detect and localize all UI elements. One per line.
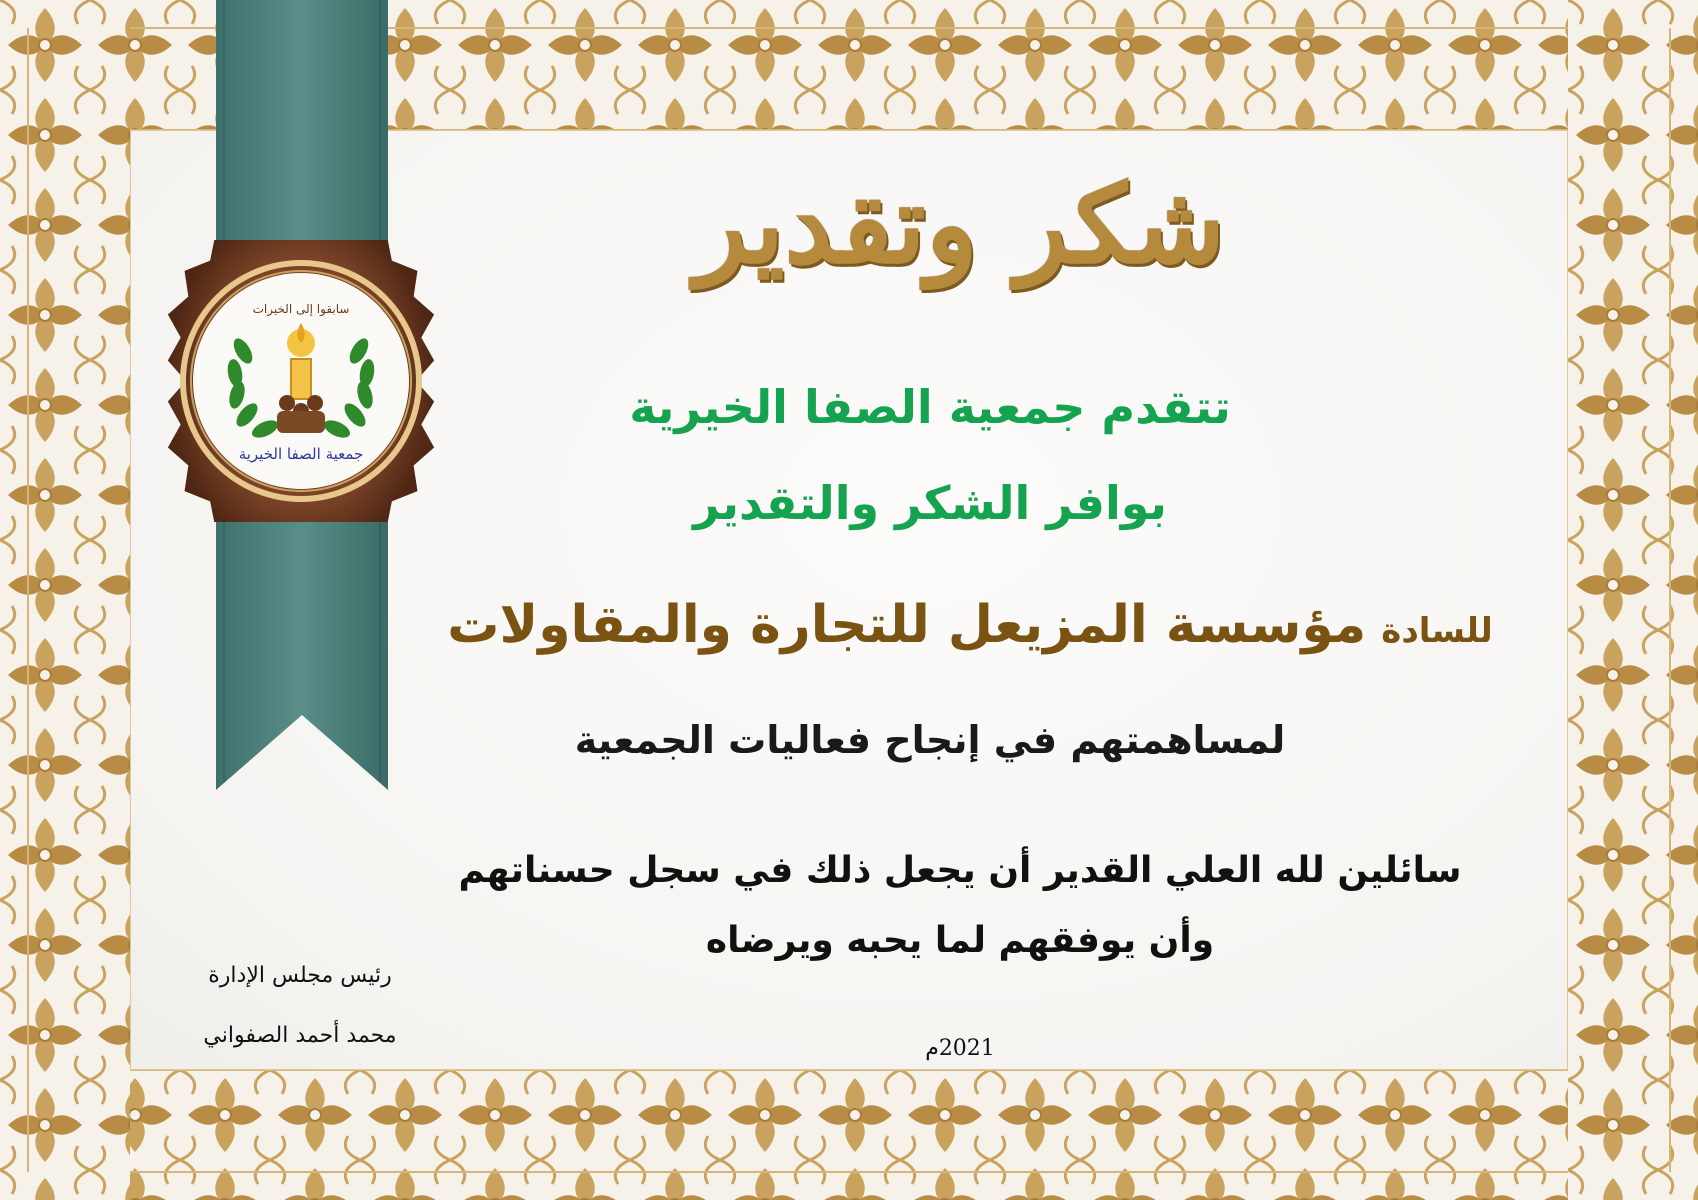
prayer-line-1: سائلين لله العلي القدير أن يجعل ذلك في سجل حسناتهم <box>458 850 1462 891</box>
seal-motto-text: سابقوا إلى الخيرات <box>252 302 350 316</box>
gratitude-line: بوافر الشكر والتقدير <box>693 476 1167 530</box>
signatory-name: محمد أحمد الصفواني <box>203 1023 397 1048</box>
certificate-title <box>690 120 1230 330</box>
presenter-line: تتقدم جمعية الصفا الخيرية <box>629 380 1231 434</box>
recipient-prefix: للسادة <box>1381 611 1493 651</box>
certificate-date: 2021م <box>925 1036 995 1061</box>
ornamental-border-right <box>1568 0 1698 1200</box>
prayer-line-2: وأن يوفقهم لما يحبه ويرضاه <box>705 920 1215 961</box>
title-calligraphy: شكر وتقدير <box>694 162 1226 288</box>
organization-seal <box>160 240 442 522</box>
seal-org-name-text: جمعية الصفا الخيرية <box>238 445 364 463</box>
ornamental-border-bottom <box>0 1070 1698 1200</box>
recipient-row <box>420 595 1520 655</box>
ornamental-border-left <box>0 0 130 1200</box>
contribution-line: لمساهمتهم في إنجاح فعاليات الجمعية <box>574 718 1286 762</box>
signatory-title: رئيس مجلس الإدارة <box>208 963 392 988</box>
recipient-name: مؤسسة المزيعل للتجارة والمقاولات <box>447 595 1367 655</box>
